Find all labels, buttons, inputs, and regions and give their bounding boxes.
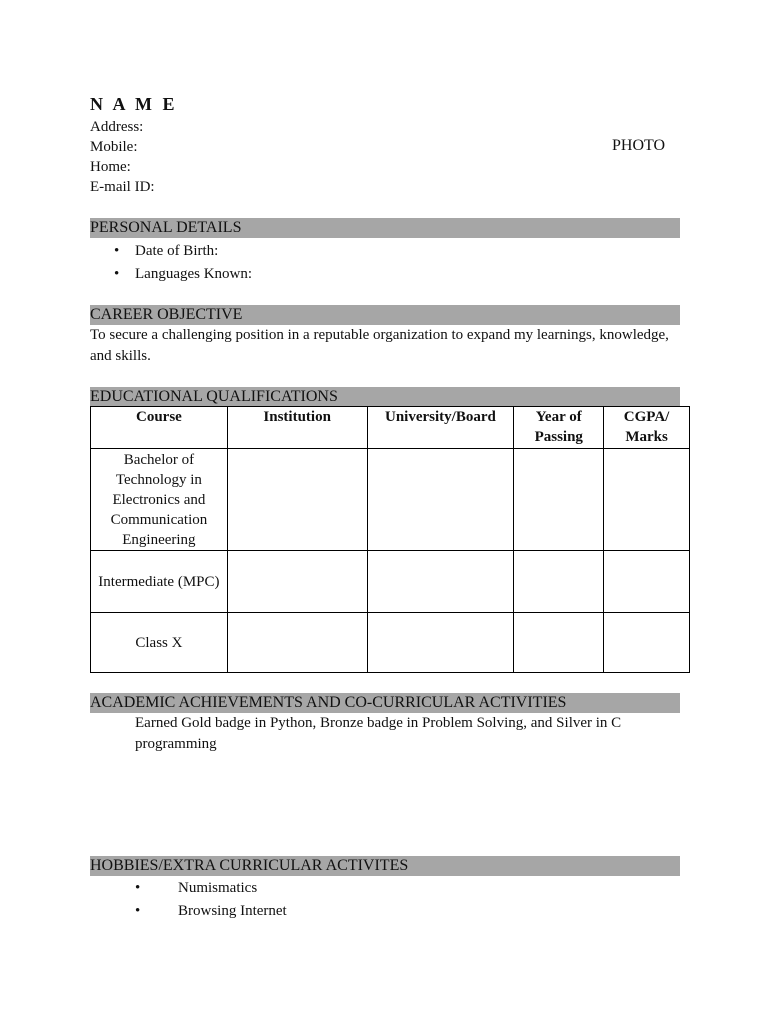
bullet-icon: • [135,903,141,919]
table-row [91,551,690,613]
cgpa-cell [604,551,690,613]
course-cell: Bachelor of Technology in Electronics and Communication Engineering [91,449,228,551]
table-header-row [91,407,690,449]
achievements-text: Earned Gold badge in Python, Bronze badge in Problem Solving, and Silver in C programming [135,715,622,752]
photo-placeholder: PHOTO [612,137,666,154]
year-cell [514,449,604,551]
mobile-label: Mobile: [90,139,138,155]
hobby-browsing: Browsing Internet [178,903,287,919]
col-header-university: University/Board [367,407,514,449]
university-cell [367,551,514,613]
cgpa-cell [604,449,690,551]
year-cell [514,613,604,673]
contact-block [90,117,155,197]
personal-languages-label: Languages Known: [135,266,253,282]
university-cell [367,449,514,551]
col-header-cgpa: CGPA/ Marks [604,407,690,449]
resume-name: N A M E [90,94,178,114]
section-educational-qualifications: EDUCATIONAL QUALIFICATIONS [90,387,680,406]
course-cell: Intermediate (MPC) [91,551,228,613]
hobby-numismatics: Numismatics [178,880,258,896]
section-personal-details: PERSONAL DETAILS [90,218,680,238]
section-academic-achievements: ACADEMIC ACHIEVEMENTS AND CO-CURRICULAR ACTIVITIES [90,693,680,713]
university-cell [367,613,514,673]
col-header-institution: Institution [227,407,367,449]
bullet-icon: • [114,243,120,259]
cgpa-cell [604,613,690,673]
address-label: Address: [90,119,144,135]
home-label: Home: [90,159,131,175]
table-row [91,449,690,551]
institution-cell [227,449,367,551]
personal-dob-label: Date of Birth: [135,243,219,259]
bullet-icon: • [135,880,141,896]
year-cell [514,551,604,613]
section-career-objective: CAREER OBJECTIVE [90,305,680,325]
education-table [90,406,690,673]
col-header-year: Year of Passing [514,407,604,449]
course-cell: Class X [91,613,228,673]
institution-cell [227,613,367,673]
section-hobbies: HOBBIES/EXTRA CURRICULAR ACTIVITES [90,856,680,876]
table-row [91,613,690,673]
col-header-course: Course [91,407,228,449]
email-label: E-mail ID: [90,179,155,195]
career-objective-text: To secure a challenging position in a reputable organization to expand my learnings, knowledge, and skills. [90,327,669,364]
institution-cell [227,551,367,613]
bullet-icon: • [114,266,120,282]
